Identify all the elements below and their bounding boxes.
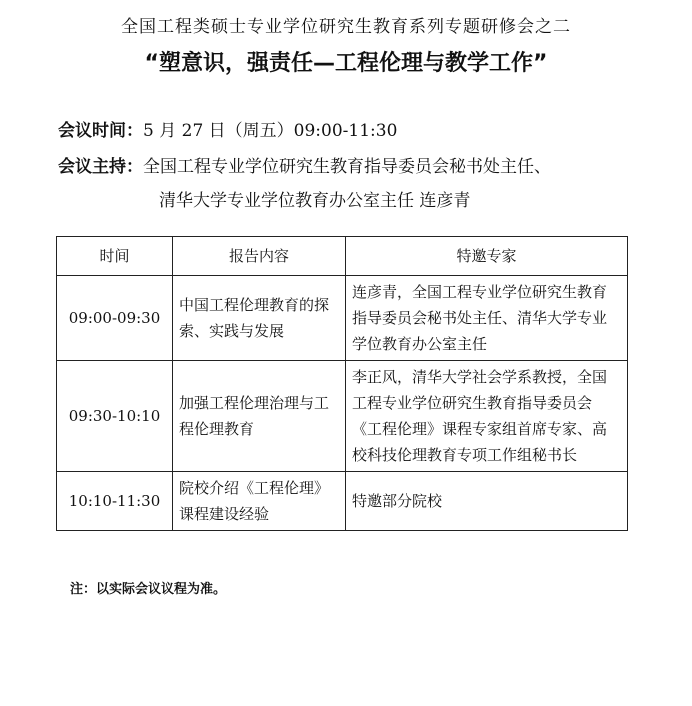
meeting-time-value: 5 月 27 日（周五）09:00-11:30 [143, 121, 398, 141]
row-expert: 连彦青，全国工程专业学位研究生教育指导委员会秘书处主任、清华大学专业学位教育办公室主任 [346, 276, 628, 361]
meeting-time [58, 116, 397, 141]
header-time: 时间 [57, 237, 173, 276]
table-row [57, 472, 628, 531]
meeting-host-line2: 清华大学专业学位教育办公室主任 连彦青 [159, 191, 471, 211]
meeting-host-line1: 全国工程专业学位研究生教育指导委员会秘书处主任、 [143, 157, 551, 177]
header-expert: 特邀专家 [346, 237, 628, 276]
row-time: 09:00-09:30 [57, 276, 173, 361]
table-row [57, 361, 628, 472]
row-expert: 李正风，清华大学社会学系教授，全国工程专业学位研究生教育指导委员会《工程伦理》课程专家组首席专家、高校科技伦理教育专项工作组秘书长 [346, 361, 628, 472]
footnote: 注：以实际会议议程为准。 [70, 582, 227, 597]
header-content: 报告内容 [173, 237, 346, 276]
row-content: 中国工程伦理教育的探索、实践与发展 [173, 276, 346, 361]
table-row [57, 276, 628, 361]
page-title: “塑意识，强责任—工程伦理与教学工作” [144, 51, 548, 76]
series-subtitle: 全国工程类硕士专业学位研究生教育系列专题研修会之二 [121, 17, 571, 37]
row-time: 10:10-11:30 [57, 472, 173, 531]
meeting-host-label: 会议主持： [58, 157, 143, 177]
meeting-time-label: 会议时间： [58, 121, 143, 141]
table-header-row [57, 237, 628, 276]
row-expert: 特邀部分院校 [346, 472, 628, 531]
meeting-host [58, 152, 551, 177]
schedule-table [56, 236, 628, 531]
row-time: 09:30-10:10 [57, 361, 173, 472]
row-content: 加强工程伦理治理与工程伦理教育 [173, 361, 346, 472]
row-content: 院校介绍《工程伦理》课程建设经验 [173, 472, 346, 531]
